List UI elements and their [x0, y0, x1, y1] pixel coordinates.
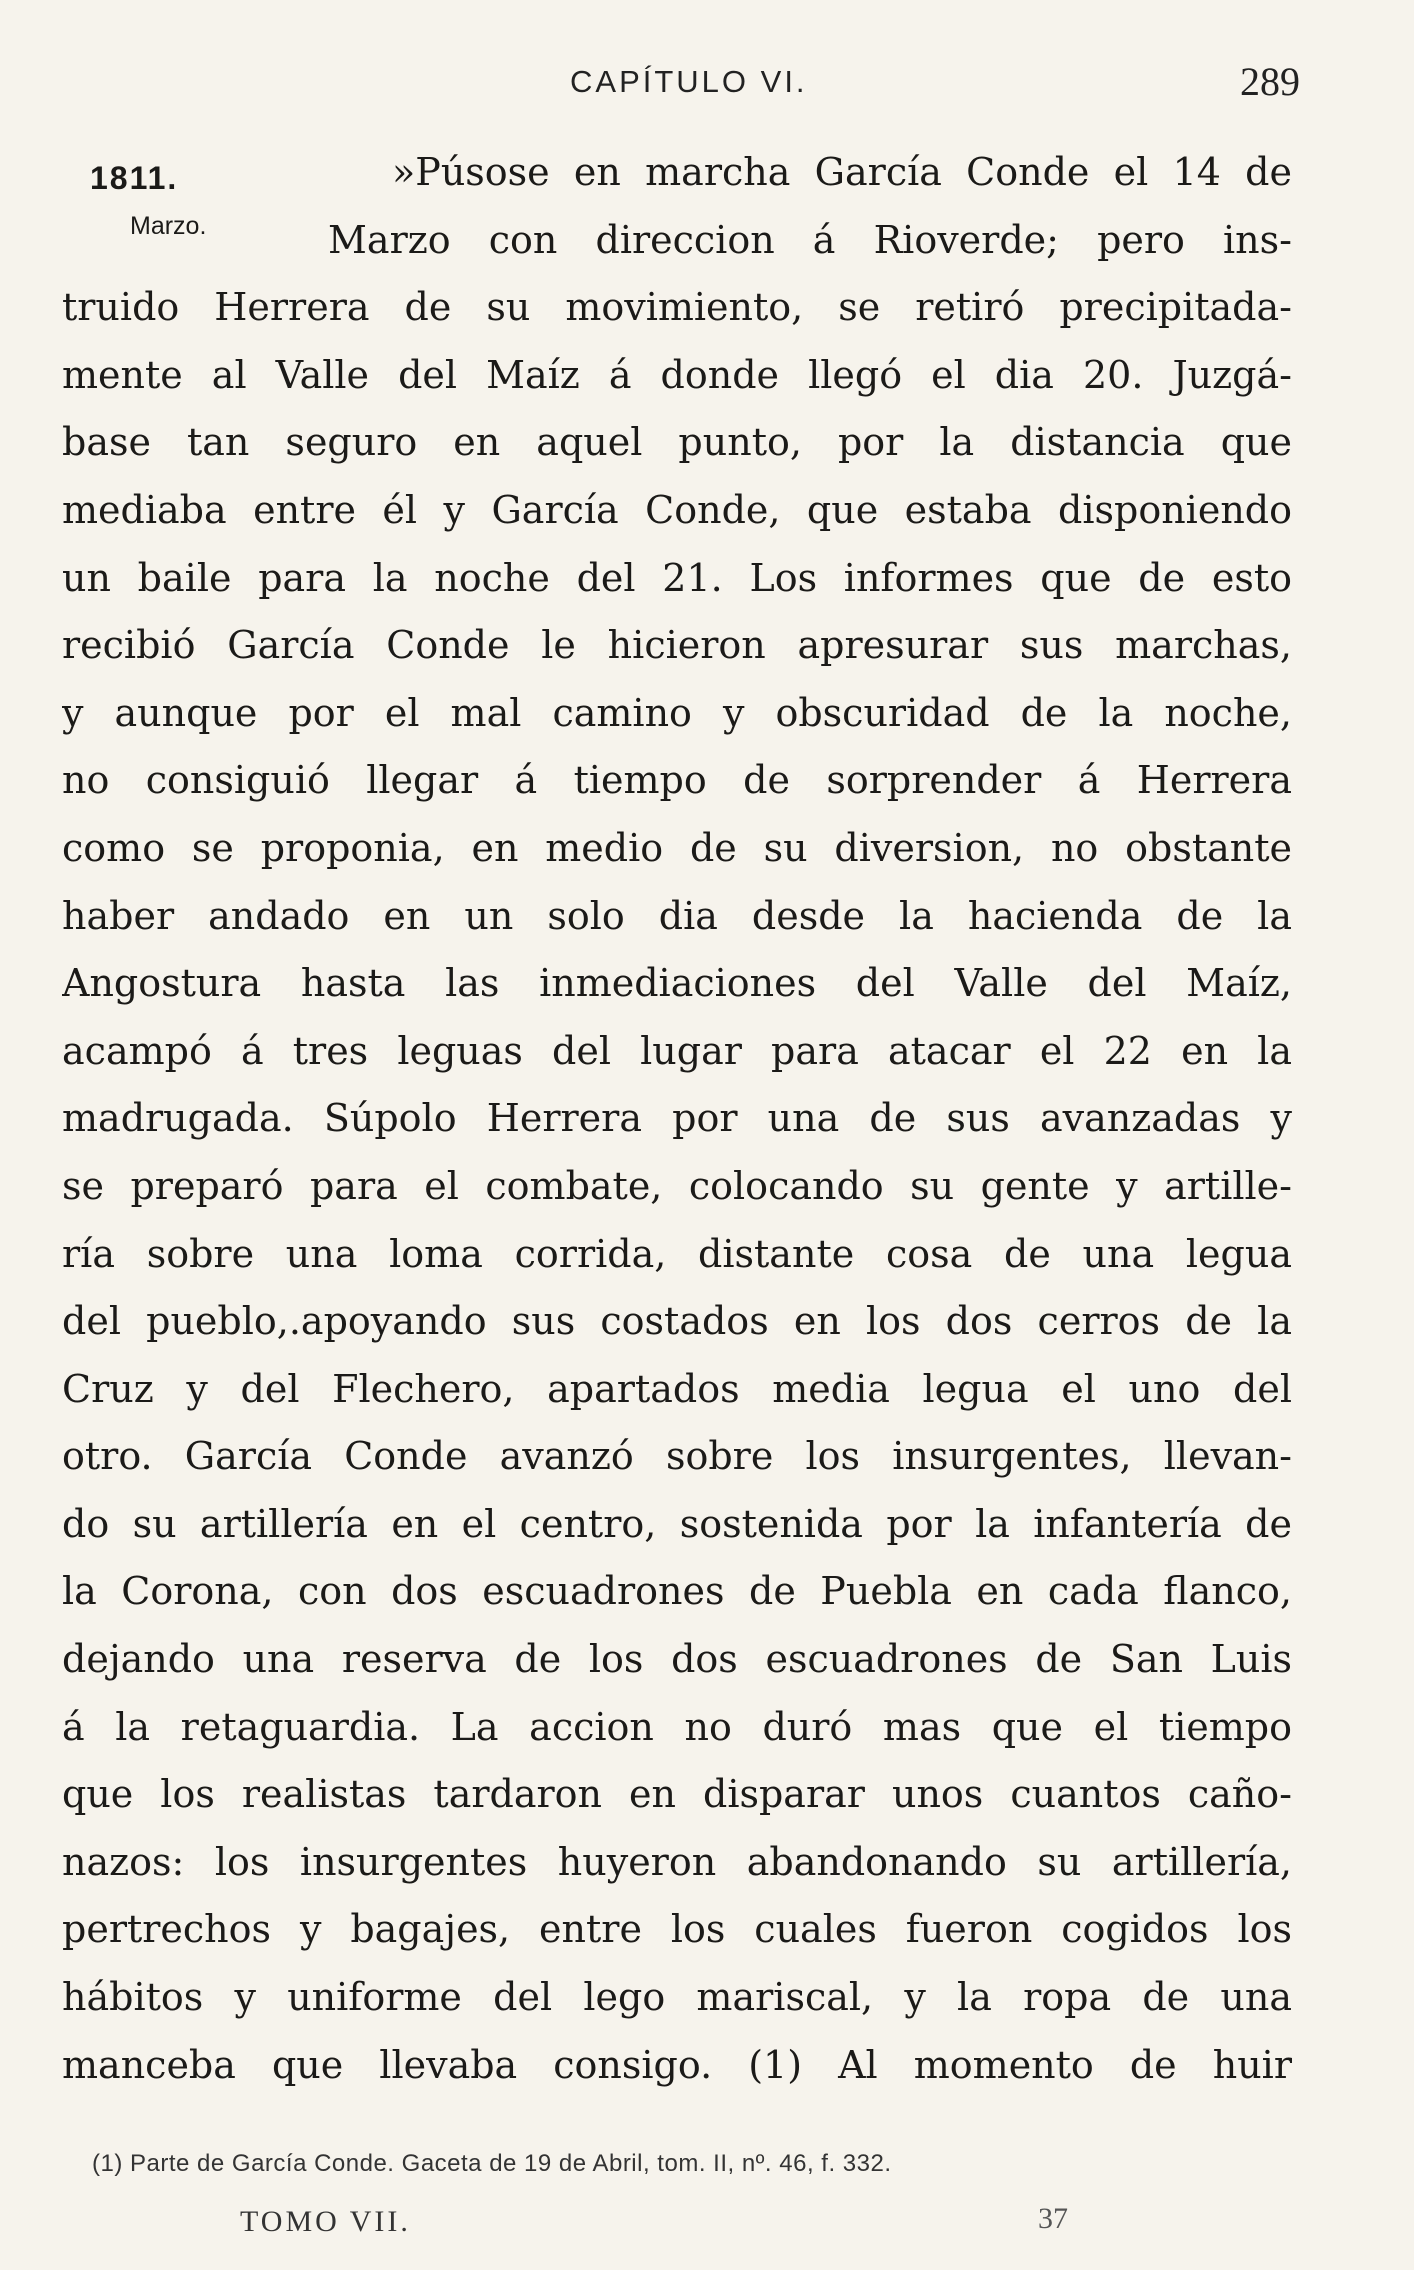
text-line: mediaba entre él y García Conde, que estaba disponiendo	[62, 487, 1292, 532]
footnote: (1) Parte de García Conde. Gaceta de 19 de Abril, tom. II, nº. 46, f. 332.	[92, 2150, 892, 2177]
text-line: acampó á tres leguas del lugar para atacar el 22 en la	[62, 1028, 1292, 1073]
text-line: recibió García Conde le hicieron apresurar sus marchas,	[62, 623, 1292, 668]
text-line: Marzo con direccion á Rioverde; pero ins-	[328, 217, 1292, 262]
text-line: pertrechos y bagajes, entre los cuales fueron cogidos los	[62, 1907, 1292, 1952]
text-line: truido Herrera de su movimiento, se retiró precipitada-	[62, 285, 1292, 330]
text-line: nazos: los insurgentes huyeron abandonando su artillería,	[62, 1839, 1292, 1884]
text-line: Angostura hasta las inmediaciones del Valle del Maíz,	[62, 961, 1292, 1006]
text-line: que los realistas tardaron en disparar unos cuantos caño-	[62, 1772, 1292, 1817]
text-line: se preparó para el combate, colocando su gente y artille-	[62, 1163, 1292, 1208]
text-line: dejando una reserva de los dos escuadrones de San Luis	[62, 1637, 1292, 1682]
text-line: base tan seguro en aquel punto, por la distancia que	[62, 420, 1292, 465]
text-line: »Púsose en marcha García Conde el 14 de	[392, 150, 1292, 194]
running-header	[570, 58, 1300, 118]
text-line: y aunque por el mal camino y obscuridad de la noche,	[62, 690, 1292, 735]
text-line: manceba que llevaba consigo. (1) Al momento de huir	[62, 2042, 1292, 2087]
text-line: mente al Valle del Maíz á donde llegó el dia 20. Juzgá-	[62, 352, 1292, 397]
text-line: madrugada. Súpolo Herrera por una de sus avanzadas y	[62, 1096, 1292, 1141]
text-line: la Corona, con dos escuadrones de Puebla en cada flanco,	[62, 1569, 1292, 1614]
text-line: un baile para la noche del 21. Los informes que de esto	[62, 555, 1292, 600]
text-line: á la retaguardia. La accion no duró mas que el tiempo	[62, 1704, 1292, 1749]
text-line: otro. García Conde avanzó sobre los insurgentes, llevan-	[62, 1434, 1292, 1479]
volume-signature: TOMO VII.	[240, 2205, 411, 2238]
text-line: Cruz y del Flechero, apartados media legua el uno del	[62, 1366, 1292, 1411]
margin-note-month: Marzo.	[130, 212, 207, 240]
body-text	[62, 139, 1292, 2099]
chapter-title: CAPÍTULO VI.	[570, 64, 808, 99]
text-line: hábitos y uniforme del lego mariscal, y la ropa de una	[62, 1975, 1292, 2020]
page-number: 289	[1240, 59, 1300, 104]
text-line: ría sobre una loma corrida, distante cosa de una legua	[62, 1231, 1292, 1276]
text-line: do su artillería en el centro, sostenida por la infantería de	[62, 1501, 1292, 1546]
text-line: del pueblo,.apoyando sus costados en los dos cerros de la	[62, 1299, 1292, 1344]
margin-note-year: 1811.	[90, 160, 179, 196]
signature-number: 37	[1038, 2202, 1068, 2235]
text-line: haber andado en un solo dia desde la hacienda de la	[62, 893, 1292, 938]
text-line: como se proponia, en medio de su diversion, no obstante	[62, 825, 1292, 870]
text-line: no consiguió llegar á tiempo de sorprender á Herrera	[62, 758, 1292, 803]
